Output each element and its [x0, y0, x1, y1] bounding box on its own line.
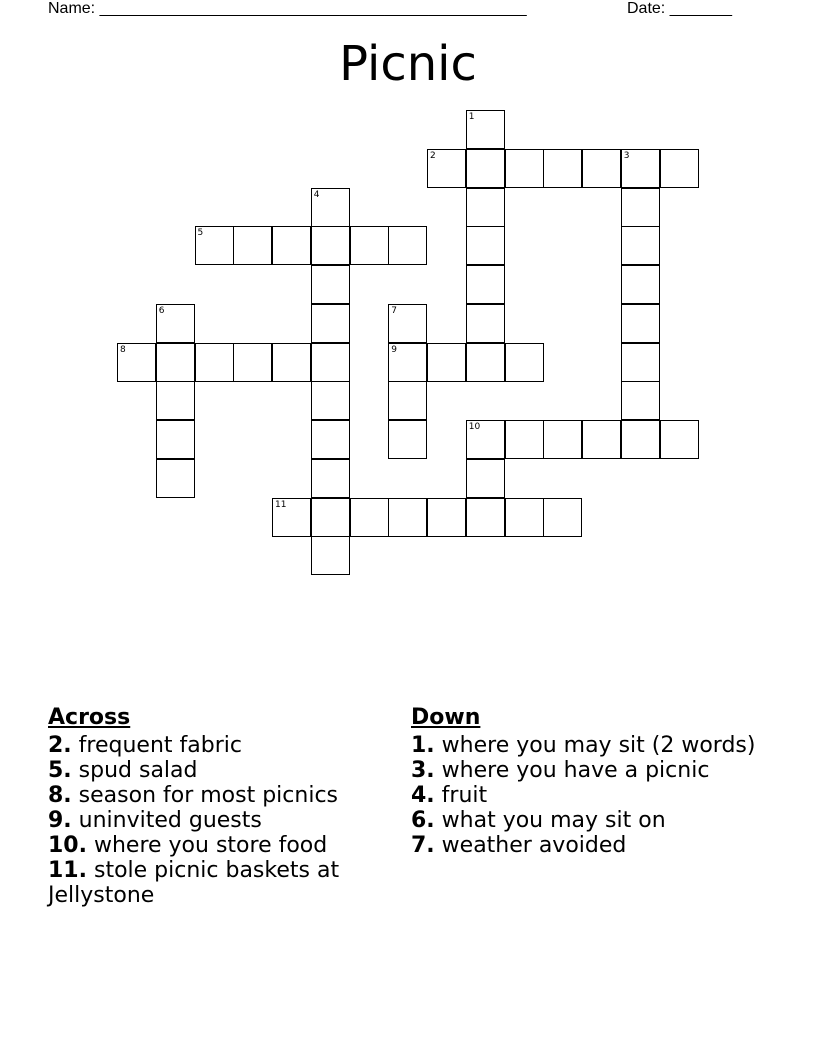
down-clue	[411, 758, 771, 783]
grid-cell[interactable]	[156, 304, 195, 343]
down-clue	[411, 733, 771, 758]
grid-cell[interactable]	[621, 381, 660, 420]
grid-cell[interactable]	[466, 420, 505, 459]
across-heading: Across	[48, 705, 131, 730]
grid-cell[interactable]	[466, 226, 505, 265]
grid-cell[interactable]	[427, 343, 466, 382]
across-clue	[48, 808, 388, 833]
grid-cell[interactable]	[195, 343, 234, 382]
grid-cell[interactable]	[388, 498, 427, 537]
grid-cell[interactable]	[427, 498, 466, 537]
grid-cell[interactable]	[388, 420, 427, 459]
grid-cell[interactable]	[272, 498, 311, 537]
clue-number: 11	[275, 499, 287, 510]
clue-number: 10	[468, 422, 481, 432]
down-clue-list	[411, 733, 771, 858]
clue-number: 8.	[48, 783, 72, 808]
grid-cell[interactable]	[311, 343, 350, 382]
clue-text: stole picnic baskets at Jellystone	[48, 858, 340, 908]
clue-number: 2.	[48, 733, 72, 758]
grid-cell[interactable]	[195, 226, 234, 265]
grid-cell[interactable]	[466, 110, 505, 149]
clue-number: 5.	[48, 758, 72, 783]
grid-cell[interactable]	[311, 188, 350, 227]
across-clue	[48, 733, 388, 758]
grid-cell[interactable]	[505, 149, 544, 188]
across-clue	[48, 858, 388, 908]
clue-number: 2	[430, 150, 436, 161]
clue-number: 3	[623, 150, 630, 161]
grid-cell[interactable]	[505, 343, 544, 382]
grid-cell[interactable]	[660, 420, 699, 459]
across-clue	[48, 758, 388, 783]
grid-cell[interactable]	[466, 343, 505, 382]
grid-cell[interactable]	[311, 420, 350, 459]
grid-cell[interactable]	[311, 226, 350, 265]
grid-cell[interactable]	[582, 420, 621, 459]
clue-text: fruit	[434, 783, 488, 808]
grid-cell[interactable]	[388, 381, 427, 420]
grid-cell[interactable]	[233, 226, 272, 265]
clue-number: 3.	[411, 758, 435, 783]
down-heading: Down	[411, 705, 481, 730]
grid-cell[interactable]	[466, 188, 505, 227]
clue-number: 10.	[48, 833, 87, 858]
grid-cell[interactable]	[388, 343, 427, 382]
clue-text: where you may sit (2 words)	[434, 733, 756, 758]
grid-cell[interactable]	[311, 498, 350, 537]
clue-text: spud salad	[71, 758, 198, 783]
across-clue-list	[48, 733, 388, 908]
grid-cell[interactable]	[427, 149, 466, 188]
grid-cell[interactable]	[311, 265, 350, 304]
grid-cell[interactable]	[621, 188, 660, 227]
grid-cell[interactable]	[156, 459, 195, 498]
clue-number: 6	[158, 305, 165, 316]
grid-cell[interactable]	[350, 498, 389, 537]
grid-cell[interactable]	[621, 343, 660, 382]
down-clue	[411, 808, 771, 833]
grid-cell[interactable]	[117, 343, 156, 382]
clue-number: 4	[313, 189, 320, 200]
grid-cell[interactable]	[543, 498, 582, 537]
clue-text: what you may sit on	[434, 808, 666, 833]
down-clue	[411, 833, 771, 858]
grid-cell[interactable]	[311, 536, 350, 575]
grid-cell[interactable]	[621, 420, 660, 459]
clue-number: 9	[391, 344, 397, 355]
down-clue	[411, 783, 771, 808]
grid-cell[interactable]	[466, 304, 505, 343]
grid-cell[interactable]	[505, 498, 544, 537]
clue-number: 7	[391, 305, 397, 316]
grid-cell[interactable]	[311, 304, 350, 343]
grid-cell[interactable]	[311, 381, 350, 420]
clue-number: 6.	[411, 808, 435, 833]
clue-number: 9.	[48, 808, 72, 833]
clue-text: season for most picnics	[71, 783, 339, 808]
grid-cell[interactable]	[621, 226, 660, 265]
date-field-label: Date: _______	[627, 0, 732, 17]
grid-cell[interactable]	[621, 304, 660, 343]
clue-number: 1.	[411, 733, 435, 758]
grid-cell[interactable]	[233, 343, 272, 382]
clue-number: 8	[120, 344, 126, 355]
clue-text: where you have a picnic	[434, 758, 710, 783]
grid-cell[interactable]	[466, 149, 505, 188]
grid-cell[interactable]	[272, 343, 311, 382]
grid-cell[interactable]	[466, 498, 505, 537]
grid-cell[interactable]	[272, 226, 311, 265]
grid-cell[interactable]	[311, 459, 350, 498]
grid-cell[interactable]	[466, 265, 505, 304]
across-clue	[48, 783, 388, 808]
clue-number: 11.	[48, 858, 87, 883]
grid-cell[interactable]	[660, 149, 699, 188]
grid-cell[interactable]	[543, 420, 582, 459]
grid-cell[interactable]	[156, 381, 195, 420]
across-clue	[48, 833, 388, 858]
clue-text: frequent fabric	[71, 733, 242, 758]
clue-number: 5	[197, 228, 204, 239]
grid-cell[interactable]	[582, 149, 621, 188]
clue-text: weather avoided	[434, 833, 627, 858]
grid-cell[interactable]	[543, 149, 582, 188]
down-clues	[411, 703, 771, 858]
grid-cell[interactable]	[156, 343, 195, 382]
grid-cell[interactable]	[505, 420, 544, 459]
clue-text: uninvited guests	[71, 808, 262, 833]
grid-cell[interactable]	[388, 226, 427, 265]
grid-cell[interactable]	[621, 265, 660, 304]
grid-cell[interactable]	[156, 420, 195, 459]
clue-number: 1	[468, 112, 475, 122]
name-field-label: Name: ________________________________________________	[48, 0, 527, 17]
grid-cell[interactable]	[350, 226, 389, 265]
clue-number: 7.	[411, 833, 435, 858]
clue-text: where you store food	[86, 833, 328, 858]
page-title: Picnic	[339, 36, 477, 92]
grid-cell[interactable]	[388, 304, 427, 343]
grid-cell[interactable]	[621, 149, 660, 188]
across-clues	[48, 703, 388, 908]
grid-cell[interactable]	[466, 459, 505, 498]
clue-number: 4.	[411, 783, 435, 808]
